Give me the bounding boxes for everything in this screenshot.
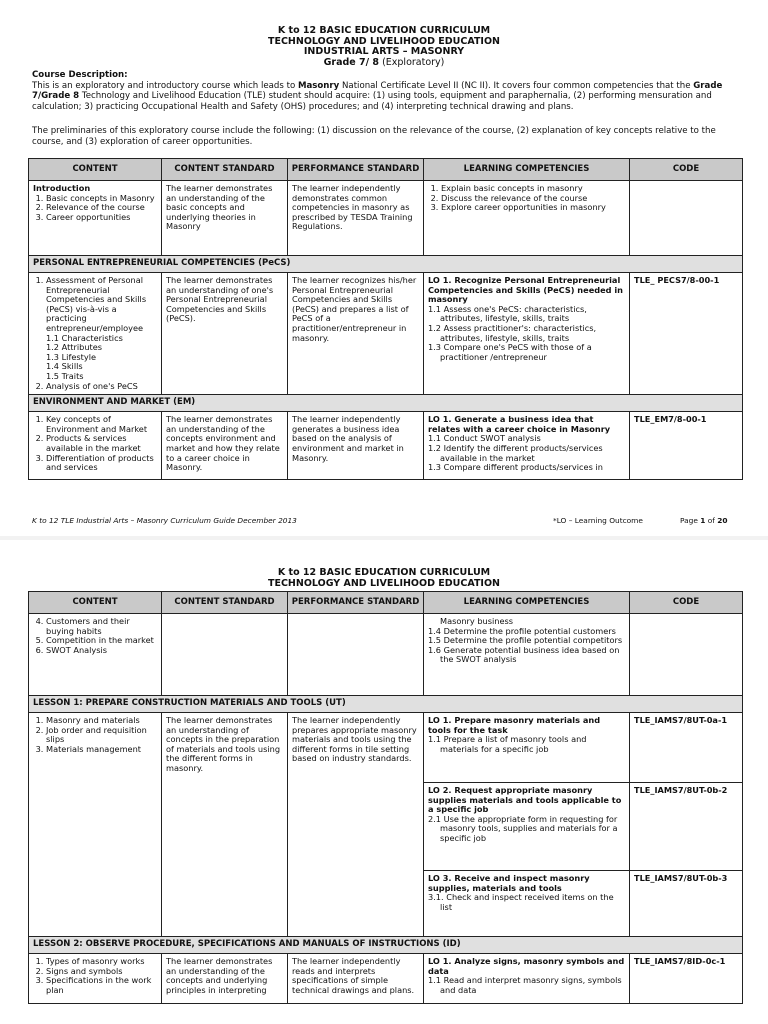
lesson2-content: 1. Types of masonry works 2. Signs and symbols 3. Specifications in the work plan: [29, 954, 162, 1004]
pecs-content: 1. Assessment of Personal Entrepreneurial Competencies and Skills (PeCS) vis-à-vis a practicing entrepreneur/employee 1.1 Characteristics 1.2 Attributes 1.3 Lifestyle 1.4 Skills 1.5 Traits 2. Analysis of one's PeCS: [29, 273, 162, 395]
header-line-2: TECHNOLOGY AND LIVELIHOOD EDUCATION: [267, 35, 500, 47]
cont-content: 4. Customers and their buying habits 5. Competition in the market 6. SWOT Analysis: [29, 614, 162, 696]
section-heading-pecs: PERSONAL ENTREPRENEURIAL COMPETENCIES (PeCS): [29, 256, 743, 273]
col-header-content: CONTENT: [29, 159, 162, 181]
section-heading-lesson-2: LESSON 2: OBSERVE PROCEDURE, SPECIFICATIONS AND MANUALS OF INSTRUCTIONS (ID): [29, 937, 743, 954]
col-header-content-standard: CONTENT STANDARD: [162, 592, 288, 614]
cont-content-standard: [162, 614, 288, 696]
col-header-code: CODE: [630, 592, 743, 614]
col-header-performance-standard: PERFORMANCE STANDARD: [288, 159, 424, 181]
table-row: [29, 181, 743, 256]
intro-content: Introduction 1. Basic concepts in Masonry 2. Relevance of the course 3. Career opportunities: [29, 181, 162, 256]
document-header: [0, 26, 768, 68]
section-row: [29, 256, 743, 273]
intro-code: [630, 181, 743, 256]
lesson1-lo1: LO 1. Prepare masonry materials and tools for the task 1.1 Prepare a list of masonry tools and materials for a specific job: [424, 713, 630, 783]
pecs-content-standard: The learner demonstrates an understanding of one's Personal Entrepreneurial Competencies and Skills (PeCS).: [162, 273, 288, 395]
em-code: TLE_EM7/8-00-1: [630, 412, 743, 480]
col-header-learning-competencies: LEARNING COMPETENCIES: [424, 592, 630, 614]
section-heading-em: ENVIRONMENT AND MARKET (EM): [29, 395, 743, 412]
preliminaries-text: The preliminaries of this exploratory course include the following: (1) discussion on the relevance of the course, (2) explanation of key concepts relative to the course, and (3) exploration of career opportunities.: [32, 126, 716, 147]
curriculum-table-page-2: [28, 591, 743, 1004]
table-row: [29, 412, 743, 480]
section-row: [29, 395, 743, 412]
table-header-row: [29, 592, 743, 614]
pecs-code: TLE_ PECS7/8-00-1: [630, 273, 743, 395]
section-row: [29, 696, 743, 713]
pecs-competencies: LO 1. Recognize Personal Entrepreneurial Competencies and Skills (PeCS) needed in masonry 1.1 Assess one's PeCS: characteristics, attributes, lifestyle, skills, traits 1.2 Assess practitioner's: characteristics, attributes, lifestyle, skills, traits 1.3 Compare one's PeCS with those of a practitioner /entrepreneur: [424, 273, 630, 395]
em-performance-standard: The learner independently generates a business idea based on the analysis of environment and market in Masonry.: [288, 412, 424, 480]
em-content: 1. Key concepts of Environment and Market 2. Products & services available in the market 3. Differentiation of products and services: [29, 412, 162, 480]
lesson2-code: TLE_IAMS7/8ID-0c-1: [630, 954, 743, 1004]
table-row: [29, 614, 743, 696]
lesson1-performance-standard: The learner independently prepares appropriate masonry materials and tools using the different forms in tile setting based on industry standards.: [288, 713, 424, 937]
lesson1-code-3: TLE_IAMS7/8UT-0b-3: [630, 871, 743, 937]
section-heading-lesson-1: LESSON 1: PREPARE CONSTRUCTION MATERIALS AND TOOLS (UT): [29, 696, 743, 713]
page-2: [0, 540, 768, 1024]
col-header-performance-standard: PERFORMANCE STANDARD: [288, 592, 424, 614]
cont-performance-standard: [288, 614, 424, 696]
footer-lo-note: *LO – Learning Outcome: [553, 516, 643, 525]
pecs-performance-standard: The learner recognizes his/her Personal Entrepreneurial Competencies and Skills (PeCS) and prepares a list of PeCS of a practitioner/entrepreneur in masonry.: [288, 273, 424, 395]
lesson2-content-standard: The learner demonstrates an understanding of the concepts and underlying principles in interpreting: [162, 954, 288, 1004]
cont-code: [630, 614, 743, 696]
lesson1-content-standard: The learner demonstrates an understanding of concepts in the preparation of materials and tools using the different forms in masonry.: [162, 713, 288, 937]
header-line-3: INDUSTRIAL ARTS – MASONRY: [303, 46, 465, 57]
intro-competencies: 1. Explain basic concepts in masonry 2. Discuss the relevance of the course 3. Explore career opportunities in masonry: [424, 181, 630, 256]
em-competencies: LO 1. Generate a business idea that relates with a career choice in Masonry 1.1 Conduct SWOT analysis 1.2 Identify the different products/services available in the market 1.3 Compare different products/services in: [424, 412, 630, 480]
course-description-heading: Course Description:: [32, 70, 128, 80]
col-header-code: CODE: [630, 159, 743, 181]
header-line-4: Grade 7/ 8 (Exploratory): [323, 56, 445, 68]
lesson1-lo3: LO 3. Receive and inspect masonry supplies, materials and tools 3.1. Check and inspect received items on the list: [424, 871, 630, 937]
curriculum-table-page-1: [28, 158, 743, 480]
section-row: [29, 937, 743, 954]
lesson1-code-1: TLE_IAMS7/8UT-0a-1: [630, 713, 743, 783]
col-header-content-standard: CONTENT STANDARD: [162, 159, 288, 181]
footer-guide-title: K to 12 TLE Industrial Arts – Masonry Curriculum Guide December 2013: [32, 516, 297, 525]
table-row: [29, 273, 743, 395]
course-description-text: This is an exploratory and introductory course which leads to Masonry National Certificate Level II (NC II). It covers four common competencies that the Grade 7/Grade 8 Technology and Livelihood Education (TLE) student should acquire: (1) using tools, equipment and paraphernalia, (2) performing mensuration and calculation; 3) practicing Occupational Health and Safety (OHS) procedures; and (4) interpreting technical drawing and plans.: [32, 80, 723, 112]
lesson2-competencies: LO 1. Analyze signs, masonry symbols and data 1.1 Read and interpret masonry signs, symbols and data: [424, 954, 630, 1004]
document-header-page-2: [0, 568, 768, 589]
table-row: [29, 713, 743, 783]
cont-competencies: Masonry business 1.4 Determine the profile potential customers 1.5 Determine the profile potential competitors 1.6 Generate potential business idea based on the SWOT analysis: [424, 614, 630, 696]
header-line-2: TECHNOLOGY AND LIVELIHOOD EDUCATION: [267, 577, 500, 589]
lesson2-performance-standard: The learner independently reads and interprets specifications of simple technical drawings and plans.: [288, 954, 424, 1004]
lesson1-lo2: LO 2. Request appropriate masonry supplies materials and tools applicable to a specific job 2.1 Use the appropriate form in requesting for masonry tools, supplies and materials for a specific job: [424, 783, 630, 871]
header-line-1: K to 12 BASIC EDUCATION CURRICULUM: [277, 25, 491, 36]
lesson1-content: 1. Masonry and materials 2. Job order and requisition slips 3. Materials management: [29, 713, 162, 937]
intro-performance-standard: The learner independently demonstrates common competencies in masonry as prescribed by TESDA Training Regulations.: [288, 181, 424, 256]
em-content-standard: The learner demonstrates an understanding of the concepts environment and market and how they relate to a career choice in Masonry.: [162, 412, 288, 480]
course-description: [32, 70, 737, 112]
table-header-row: [29, 159, 743, 181]
header-line-1: K to 12 BASIC EDUCATION CURRICULUM: [277, 567, 491, 578]
col-header-content: CONTENT: [29, 592, 162, 614]
lesson1-code-2: TLE_IAMS7/8UT-0b-2: [630, 783, 743, 871]
col-header-learning-competencies: LEARNING COMPETENCIES: [424, 159, 630, 181]
intro-content-standard: The learner demonstrates an understanding of the basic concepts and underlying theories in Masonry: [162, 181, 288, 256]
footer-page-number: Page 1 of 20: [680, 516, 728, 525]
table-row: [29, 954, 743, 1004]
